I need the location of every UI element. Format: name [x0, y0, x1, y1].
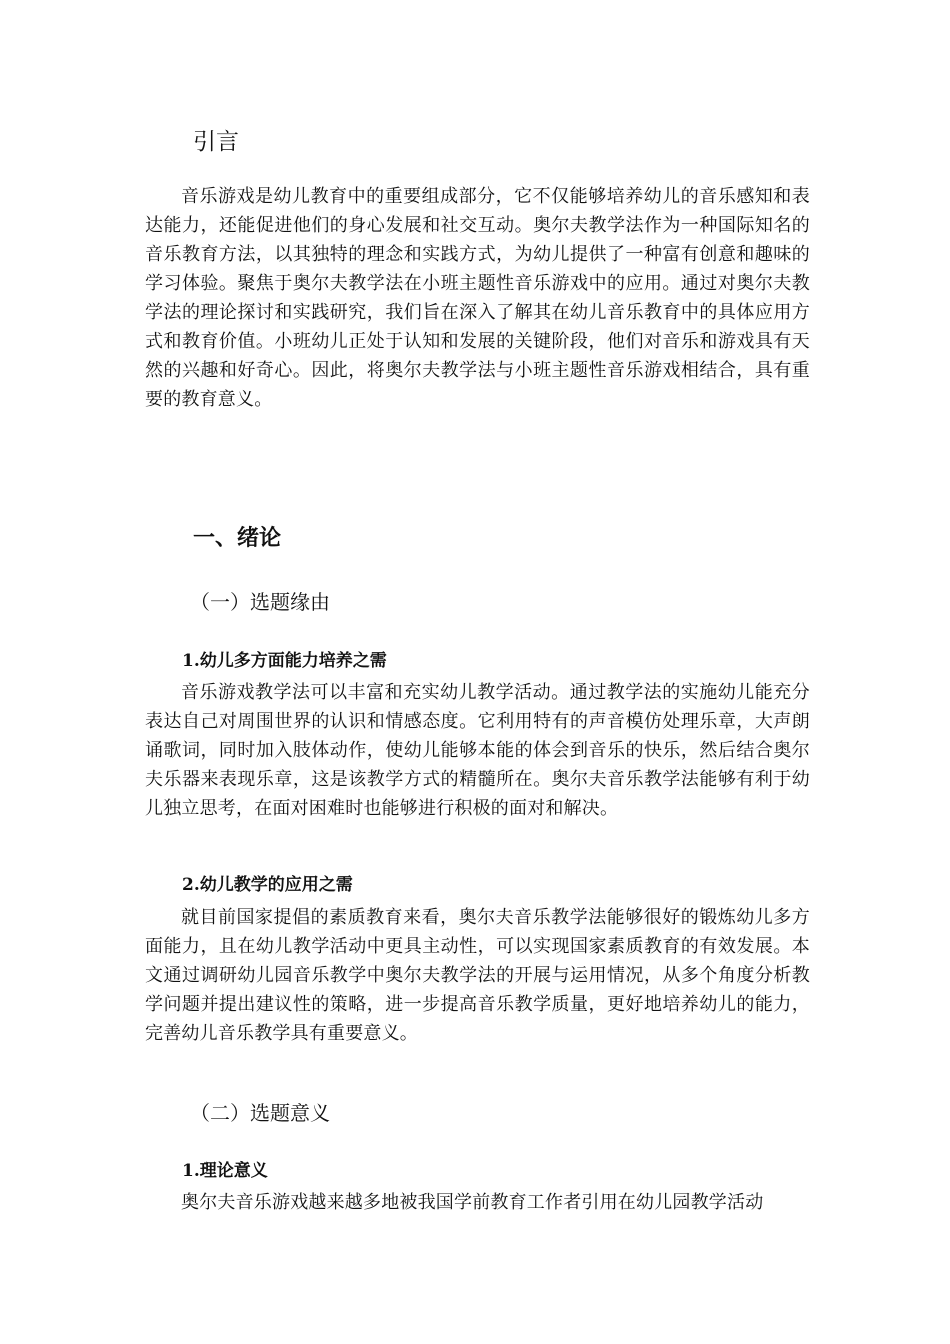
ability-paragraph: 音乐游戏教学法可以丰富和充实幼儿教学活动。通过教学法的实施幼儿能充分表达自己对周围世界的认识和情感态度。它利用特有的声音模仿处理乐章，大声朗诵歌词，同时加入肢体动作，使幼儿能够本能的体会到音乐的快乐，然后结合奥尔夫乐器来表现乐章，这是该教学方式的精髓所在。奥尔夫音乐教学法能够有利于幼儿独立思考，在面对困难时也能够进行积极的面对和解决。 [145, 682, 810, 819]
theory-paragraph: 奥尔夫音乐游戏越来越多地被我国学前教育工作者引用在幼儿园教学活动 [181, 1192, 764, 1213]
subsection-title-ability: 1.幼儿多方面能力培养之需 [182, 651, 387, 671]
ability-section [145, 678, 810, 823]
intro-section [145, 182, 810, 414]
subsection-title-theory: 1.理论意义 [182, 1161, 268, 1181]
section-title-reason: （一）选题缘由 [190, 590, 330, 614]
subsection-title-application: 2.幼儿教学的应用之需 [182, 875, 353, 895]
chapter-title: 一、绪论 [193, 526, 282, 551]
theory-section [145, 1188, 810, 1217]
section-title-significance: （二）选题意义 [190, 1101, 330, 1125]
intro-title: 引言 [193, 129, 239, 155]
intro-paragraph: 音乐游戏是幼儿教育中的重要组成部分，它不仅能够培养幼儿的音乐感知和表达能力，还能促进他们的身心发展和社交互动。奥尔夫教学法作为一种国际知名的音乐教育方法，以其独特的理念和实践方式，为幼儿提供了一种富有创意和趣味的学习体验。聚焦于奥尔夫教学法在小班主题性音乐游戏中的应用。通过对奥尔夫教学法的理论探讨和实践研究，我们旨在深入了解其在幼儿音乐教育中的具体应用方式和教育价值。小班幼儿正处于认知和发展的关键阶段，他们对音乐和游戏具有天然的兴趣和好奇心。因此，将奥尔夫教学法与小班主题性音乐游戏相结合，具有重要的教育意义。 [145, 186, 810, 410]
application-section [145, 903, 810, 1048]
application-paragraph: 就目前国家提倡的素质教育来看，奥尔夫音乐教学法能够很好的锻炼幼儿多方面能力，且在幼儿教学活动中更具主动性，可以实现国家素质教育的有效发展。本文通过调研幼儿园音乐教学中奥尔夫教学法的开展与运用情况，从多个角度分析教学问题并提出建议性的策略，进一步提高音乐教学质量，更好地培养幼儿的能力，完善幼儿音乐教学具有重要意义。 [145, 907, 810, 1044]
